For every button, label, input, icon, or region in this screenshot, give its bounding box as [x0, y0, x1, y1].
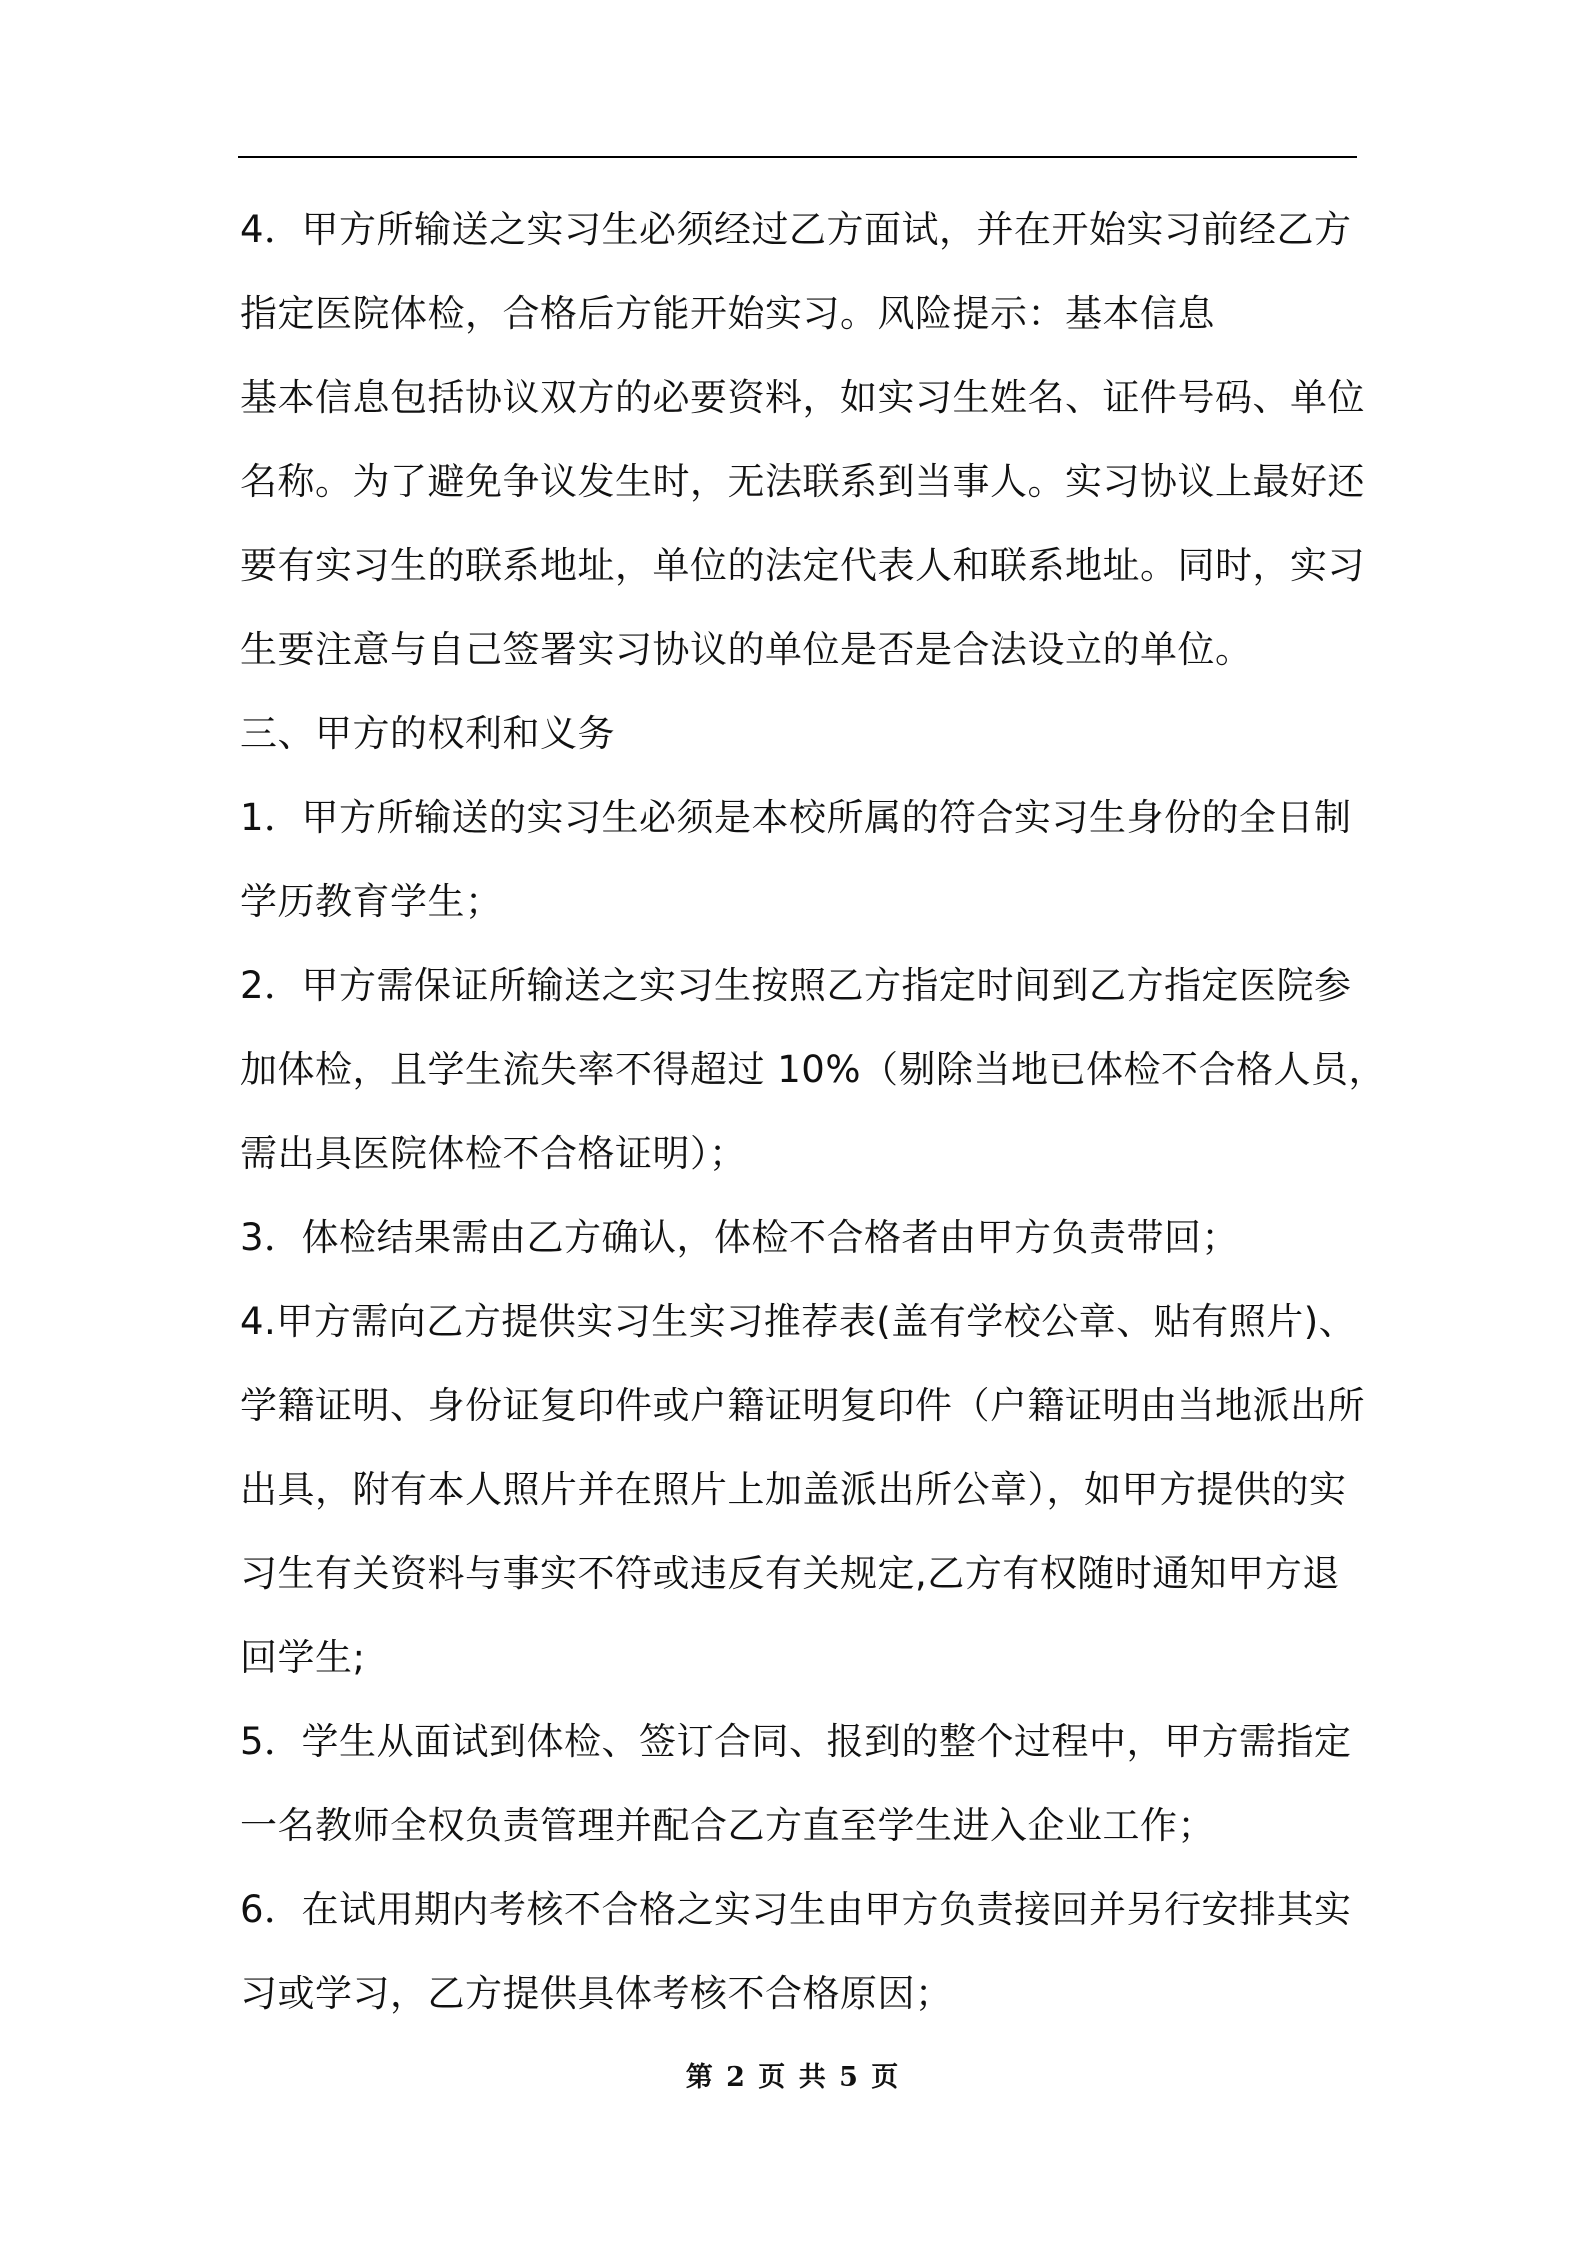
text-line: 3．体检结果需由乙方确认，体检不合格者由甲方负责带回；	[240, 1216, 1240, 1259]
text-line: 回学生;	[240, 1636, 366, 1679]
text-line: 6．在试用期内考核不合格之实习生由甲方负责接回并另行安排其实	[240, 1888, 1352, 1931]
text-line: 1．甲方所输送的实习生必须是本校所属的符合实习生身份的全日制	[240, 796, 1352, 839]
text-line: 名称。为了避免争议发生时，无法联系到当事人。实习协议上最好还	[240, 460, 1365, 503]
text-line: 4.甲方需向乙方提供实习生实习推荐表(盖有学校公章、贴有照片)、	[240, 1300, 1357, 1343]
text-line: 加体检，且学生流失率不得超过 10%（剔除当地已体检不合格人员，	[240, 1048, 1386, 1091]
text-line: 指定医院体检，合格后方能开始实习。风险提示：基本信息	[240, 292, 1215, 335]
text-line: 习或学习，乙方提供具体考核不合格原因；	[240, 1972, 953, 2015]
header-rule	[238, 156, 1357, 158]
page-number: 第 2 页 共 5 页	[685, 2062, 901, 2093]
document-body	[240, 188, 1386, 2036]
text-line: 生要注意与自己签署实习协议的单位是否是合法设立的单位。	[240, 628, 1253, 671]
text-line: 基本信息包括协议双方的必要资料，如实习生姓名、证件号码、单位	[240, 376, 1365, 419]
section-heading: 三、甲方的权利和义务	[240, 712, 615, 755]
text-line: 要有实习生的联系地址，单位的法定代表人和联系地址。同时，实习	[240, 544, 1365, 587]
text-line: 需出具医院体检不合格证明）；	[240, 1132, 747, 1175]
text-line: 学历教育学生；	[240, 880, 503, 923]
text-line: 4．甲方所输送之实习生必须经过乙方面试，并在开始实习前经乙方	[240, 208, 1352, 251]
text-line: 5．学生从面试到体检、签订合同、报到的整个过程中，甲方需指定	[240, 1720, 1352, 1763]
text-line: 出具，附有本人照片并在照片上加盖派出所公章），如甲方提供的实	[240, 1468, 1347, 1511]
text-line: 2．甲方需保证所输送之实习生按照乙方指定时间到乙方指定医院参	[240, 964, 1352, 1007]
text-line: 习生有关资料与事实不符或违反有关规定,乙方有权随时通知甲方退	[240, 1552, 1340, 1595]
text-line: 一名教师全权负责管理并配合乙方直至学生进入企业工作；	[240, 1804, 1215, 1847]
text-line: 学籍证明、身份证复印件或户籍证明复印件（户籍证明由当地派出所	[240, 1384, 1365, 1427]
